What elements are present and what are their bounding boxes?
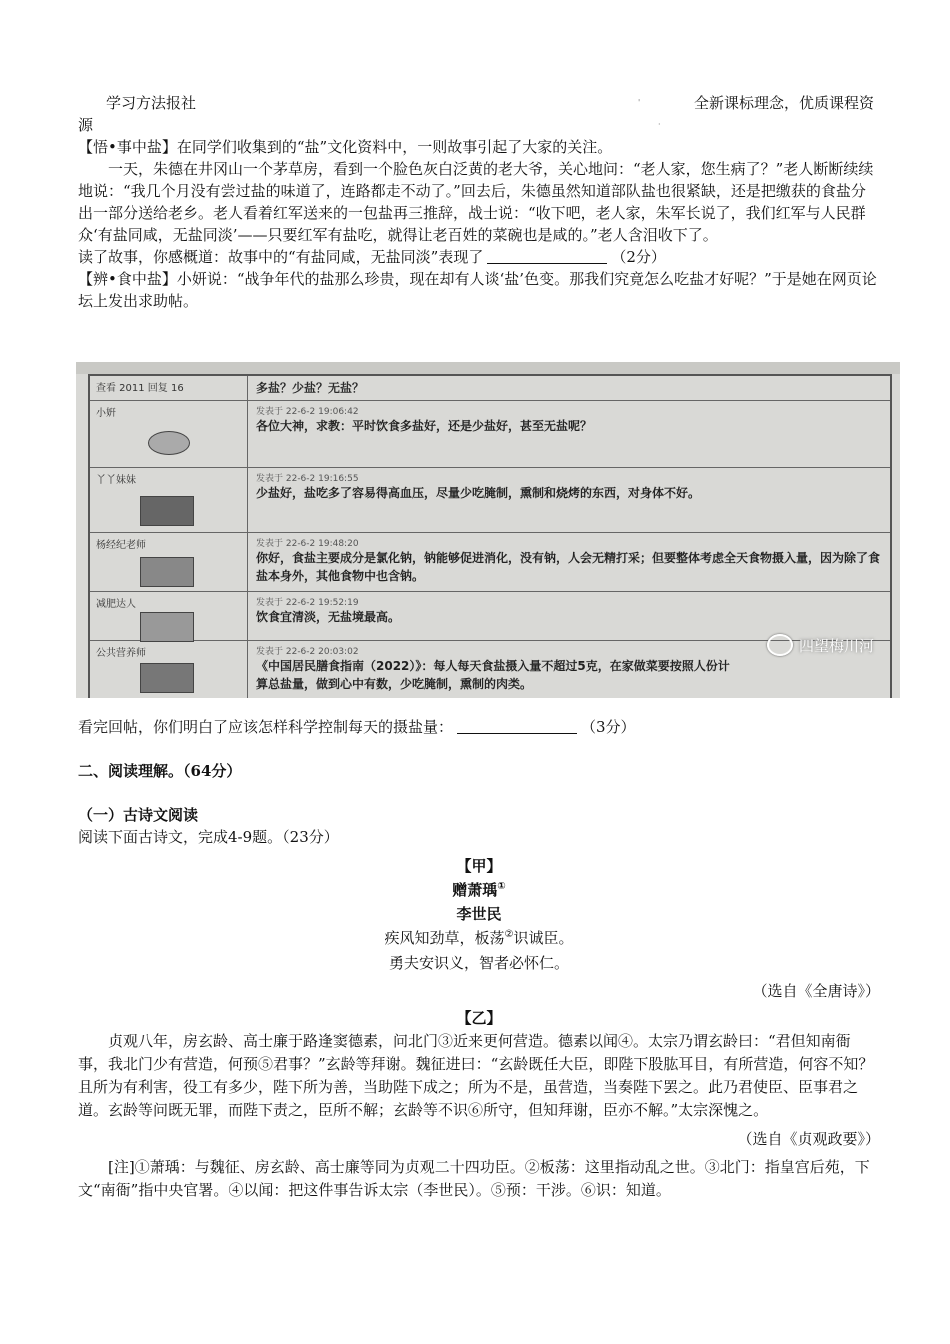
avatar <box>140 612 194 642</box>
decorative-dot: · <box>658 120 661 129</box>
post-message: 你好，食盐主要成分是氯化钠，钠能够促进消化，没有钠，人会无精打采；但要整体考虑全天食物摄入量，因为除了食盐本身外，其他食物中也含钠。 <box>256 551 881 583</box>
post-message: 少盐好，盐吃多了容易得高血压，尽量少吃腌制，熏制和烧烤的东西，对身体不好。 <box>256 486 701 500</box>
post-time: 发表于 22-6-2 20:03:02 <box>256 647 359 657</box>
poem-text: 识诚臣。 <box>513 929 574 947</box>
post-body <box>248 533 890 591</box>
subsection-heading: （一）古诗文阅读 <box>78 806 199 824</box>
post-message: 饮食宜清淡，无盐境最高。 <box>256 610 401 624</box>
avatar <box>140 496 194 526</box>
page <box>78 92 880 312</box>
footnote-marker: ① <box>497 881 506 892</box>
question-score: （3分） <box>581 718 636 736</box>
poem-author: 李世民 <box>456 905 502 923</box>
prose-tag: 【乙】 <box>456 1009 502 1027</box>
watermark-text: 四望梅川河 <box>798 636 874 655</box>
post-username: 丫丫妹妹 <box>96 475 136 486</box>
salt-story-intro <box>78 136 880 158</box>
post-author-cell <box>90 592 248 640</box>
header-slogan: 全新课标理念，优质课程资 <box>693 94 874 112</box>
poem-text: 疾风知劲草，板荡 <box>384 929 505 947</box>
post-author-cell <box>90 401 248 467</box>
poem-line: 勇夫安识义，智者必怀仁。 <box>388 954 569 972</box>
prose-source: （选自《贞观政要》） <box>737 1130 880 1148</box>
poem-title-text: 赠萧瑀 <box>452 881 498 899</box>
post-author-cell <box>90 533 248 591</box>
poem-source: （选自《全唐诗》） <box>752 982 880 1000</box>
forum-title: 多盐？少盐？无盐？ <box>256 381 365 395</box>
section-heading: 二、阅读理解。（64分） <box>78 762 242 780</box>
forum-post <box>90 468 890 533</box>
post-author-cell <box>90 641 248 698</box>
avatar <box>140 557 194 587</box>
prose-text: 贞观八年，房玄龄、高士廉于路逢窦德素，问北门③近来更何营造。德素以闻④。太宗乃谓玄龄曰：“君但知南衙事，我北门少有营造，何预⑤君事？”玄龄等拜谢。魏征进曰：“玄龄既任大臣，即陛下股肱耳目，有所营造，何容不知？且所为有利害，役工有多少，陛下所为善，当助陛下成之；所为不是，虽营造，当奏陛下罢之。此乃君使臣、臣事君之道。玄龄等问既无罪，而陛下责之，臣所不解；玄龄等不识⑥所守，但知拜谢，臣亦不解。”太宗深愧之。 <box>78 1032 874 1119</box>
intro-text: 在同学们收集到的“盐”文化资料中，一则故事引起了大家的关注。 <box>176 138 613 156</box>
wechat-watermark <box>767 634 874 656</box>
question-text: 读了故事，你感概道：故事中的“有盐同咸，无盐同淡”表现了 <box>78 248 484 266</box>
page-lower <box>78 716 880 1202</box>
forum-post <box>90 533 890 592</box>
avatar <box>140 663 194 693</box>
post-body <box>248 592 890 640</box>
decorative-dot: ' <box>638 98 641 107</box>
answer-blank[interactable] <box>487 249 607 264</box>
forum-stats: 查看 2011 回复 16 <box>90 376 248 400</box>
forum-post <box>90 401 890 468</box>
post-time: 发表于 22-6-2 19:48:20 <box>256 539 359 549</box>
salt-story-text: 一天，朱德在井冈山一个茅草房，看到一个脸色灰白泛黄的老大爷，关心地问：“老人家，您生病了？”老人断断续续地说：“我几个月没有尝过盐的味道了，连路都走不动了。”回去后，朱德虽然知道部队盐也很紧缺，还是把缴获的食盐分出一部分送给老乡。老人看着红军送来的一包盐再三推辞，战士说：“收下吧，老人家，朱军长说了，我们红军与人民群众‘有盐同咸，无盐同淡’——只要红军有盐吃，就得让老百姓的菜碗也是咸的。”老人含泪收下了。 <box>78 160 874 244</box>
wechat-icon <box>767 634 793 656</box>
forum-screenshot <box>76 362 900 698</box>
post-body <box>248 401 890 467</box>
footnote-marker: ② <box>504 929 514 940</box>
avatar <box>148 431 190 455</box>
poem-title <box>78 878 880 902</box>
salt-intake-question <box>78 716 880 738</box>
post-username: 杨经纪老师 <box>96 540 146 551</box>
question-text: 看完回帖，你们明白了应该怎样科学控制每天的摄盐量： <box>78 718 454 736</box>
post-time: 发表于 22-6-2 19:52:19 <box>256 598 359 608</box>
section-label: 【悟•事中盐】 <box>78 138 177 156</box>
header-wrap-line <box>78 114 880 136</box>
post-username: 减肥达人 <box>96 599 136 610</box>
salt-eat-text: 小妍说：“战争年代的盐那么珍贵，现在却有人谈‘盐’色变。那我们究竟怎么吃盐才好呢？”于是她在网页论坛上发出求助帖。 <box>78 270 877 310</box>
poem-line <box>78 926 880 951</box>
reading-instruction: 阅读下面古诗文，完成4-9题。（23分） <box>78 828 339 846</box>
question-score: （2分） <box>611 248 666 266</box>
footnotes: [注]①萧瑀：与魏征、房玄龄、高士廉等同为贞观二十四功臣。②板荡：这里指动乱之世。③北门：指皇宫后苑，下文“南衙”指中央官署。④以闻：把这件事告诉太宗（李世民）。⑤预：干涉。⑥识：知道。 <box>78 1158 870 1199</box>
forum-top-strip <box>76 362 900 374</box>
forum-header-row <box>90 376 890 401</box>
post-username: 小姸 <box>96 408 116 419</box>
section-label: 【辨•食中盐】 <box>78 270 177 288</box>
post-message: 《中国居民膳食指南（2022）》：每人每天食盐摄入量不超过5克，在家做菜要按照人份计算总盐量，做到心中有数，少吃腌制，熏制的肉类。 <box>256 659 730 691</box>
salt-eat-paragraph <box>78 268 880 312</box>
post-author-cell <box>90 468 248 532</box>
answer-blank[interactable] <box>457 719 577 734</box>
post-username: 公共营养师 <box>96 648 146 659</box>
poem-tag: 【甲】 <box>456 857 502 875</box>
page-header <box>78 92 880 114</box>
post-time: 发表于 22-6-2 19:06:42 <box>256 407 359 417</box>
post-message: 各位大神，求教：平时饮食多盐好，还是少盐好，甚至无盐呢？ <box>256 419 593 433</box>
header-publisher: 学习方法报社 <box>106 94 197 112</box>
post-time: 发表于 22-6-2 19:16:55 <box>256 474 359 484</box>
header-slogan-wrap: 源 <box>78 116 94 134</box>
post-body <box>248 468 890 532</box>
salt-story-question <box>78 246 880 268</box>
